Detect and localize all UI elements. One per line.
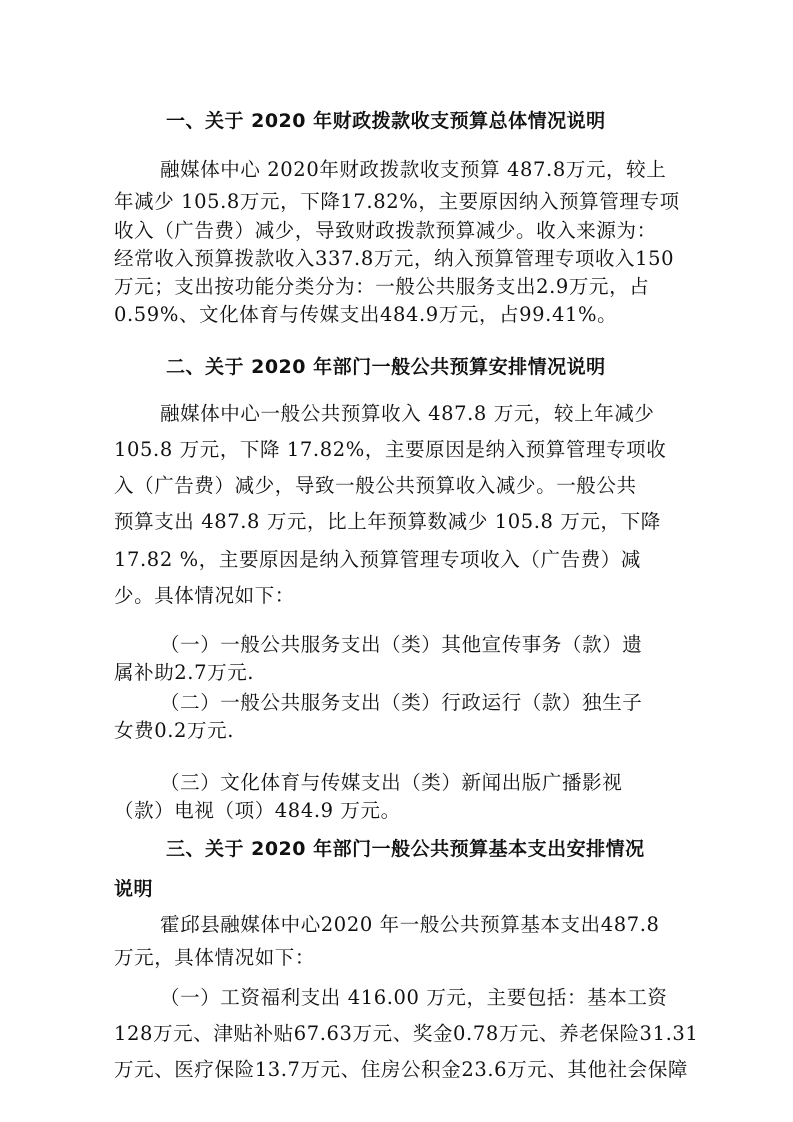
section2-line-2: 105.8 万元，下降 17.82%，主要原因是纳入预算管理专项收 [114,438,667,461]
section3-line-1: 霍邱县融媒体中心2020 年一般公共预算基本支出487.8 [160,913,660,936]
section3-heading: 三、关于 2020 年部门一般公共预算基本支出安排情况 [166,838,645,860]
section1-heading: 一、关于 2020 年财政拨款收支预算总体情况说明 [166,110,606,132]
section2-line-3: 入（广告费）减少，导致一般公共预算收入减少。一般公共 [114,474,637,497]
section1-line-5: 万元；支出按功能分类分为：一般公共服务支出2.9万元，占 [114,275,650,298]
section3-heading-cont: 说明 [114,878,154,900]
section2-line-6: 少。具体情况如下： [114,584,295,607]
section3-line-2: 万元，具体情况如下： [114,946,316,969]
section3-line-3: （一）工资福利支出 416.00 万元，主要包括：基本工资 [160,986,668,1009]
section2-line-1: 融媒体中心一般公共预算收入 487.8 万元，较上年减少 [160,402,655,425]
section2-heading: 二、关于 2020 年部门一般公共预算安排情况说明 [166,356,606,378]
section2-item-2: （二）一般公共服务支出（类）行政运行（款）独生子 [160,691,643,714]
section2-line-4: 预算支出 487.8 万元，比上年预算数减少 105.8 万元，下降 [114,510,661,533]
section1-line-3: 收入（广告费）减少，导致财政拨款预算减少。收入来源为： [114,219,657,242]
section1-line-4: 经常收入预算拨款收入337.8万元，纳入预算管理专项收入150 [114,247,675,270]
section3-line-4: 128万元、津贴补贴67.63万元、奖金0.78万元、养老保险31.31 [114,1022,699,1045]
section2-item-3: （三）文化体育与传媒支出（类）新闻出版广播影视 [160,771,623,794]
section3-line-5: 万元、医疗保险13.7万元、住房公积金23.6万元、其他社会保障 [114,1058,689,1081]
section2-line-5: 17.82 %，主要原因是纳入预算管理专项收入（广告费）减 [114,548,641,571]
section1-line-6: 0.59%、文化体育与传媒支出484.9万元，占99.41%。 [114,303,618,326]
section1-line-1: 融媒体中心 2020年财政拨款收支预算 487.8万元，较上 [160,158,667,181]
section2-item-2-cont: 女费0.2万元. [114,719,235,742]
section1-line-2: 年减少 105.8万元，下降17.82%，主要原因纳入预算管理专项 [114,190,680,213]
section2-item-1: （一）一般公共服务支出（类）其他宣传事务（款）遗 [160,633,643,656]
section2-item-3-cont: （款）电视（项）484.9 万元。 [114,799,401,822]
section2-item-1-cont: 属补助2.7万元. [114,661,255,684]
